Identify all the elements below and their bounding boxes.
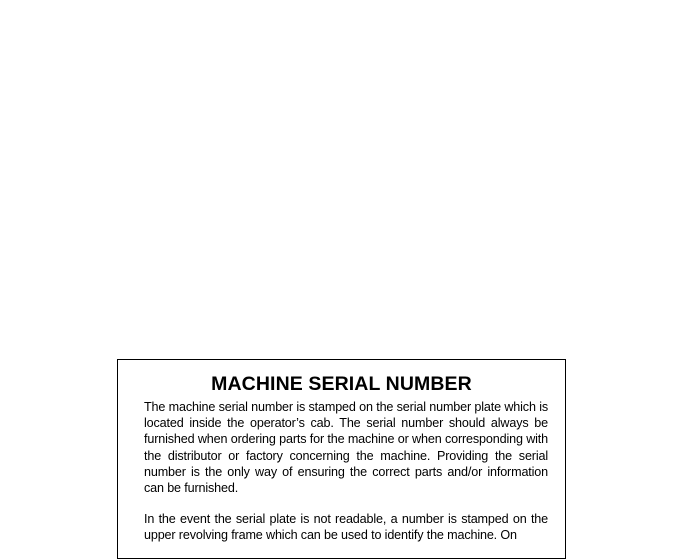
serial-number-notice-box <box>117 359 566 559</box>
notice-title: MACHINE SERIAL NUMBER <box>211 373 472 395</box>
notice-paragraph-2: In the event the serial plate is not readable, a number is stamped on the upper revolving frame which can be used to identify the machine. On <box>144 512 548 543</box>
notice-paragraph-1: The machine serial number is stamped on the serial number plate which is located inside the operator’s cab. The serial number should always be furnished when ordering parts for the machine or when corresponding with the distributor or factory concerning the machine. Providing the serial number is the only way of ensuring the correct parts and/or information can be furnished. <box>144 400 548 496</box>
